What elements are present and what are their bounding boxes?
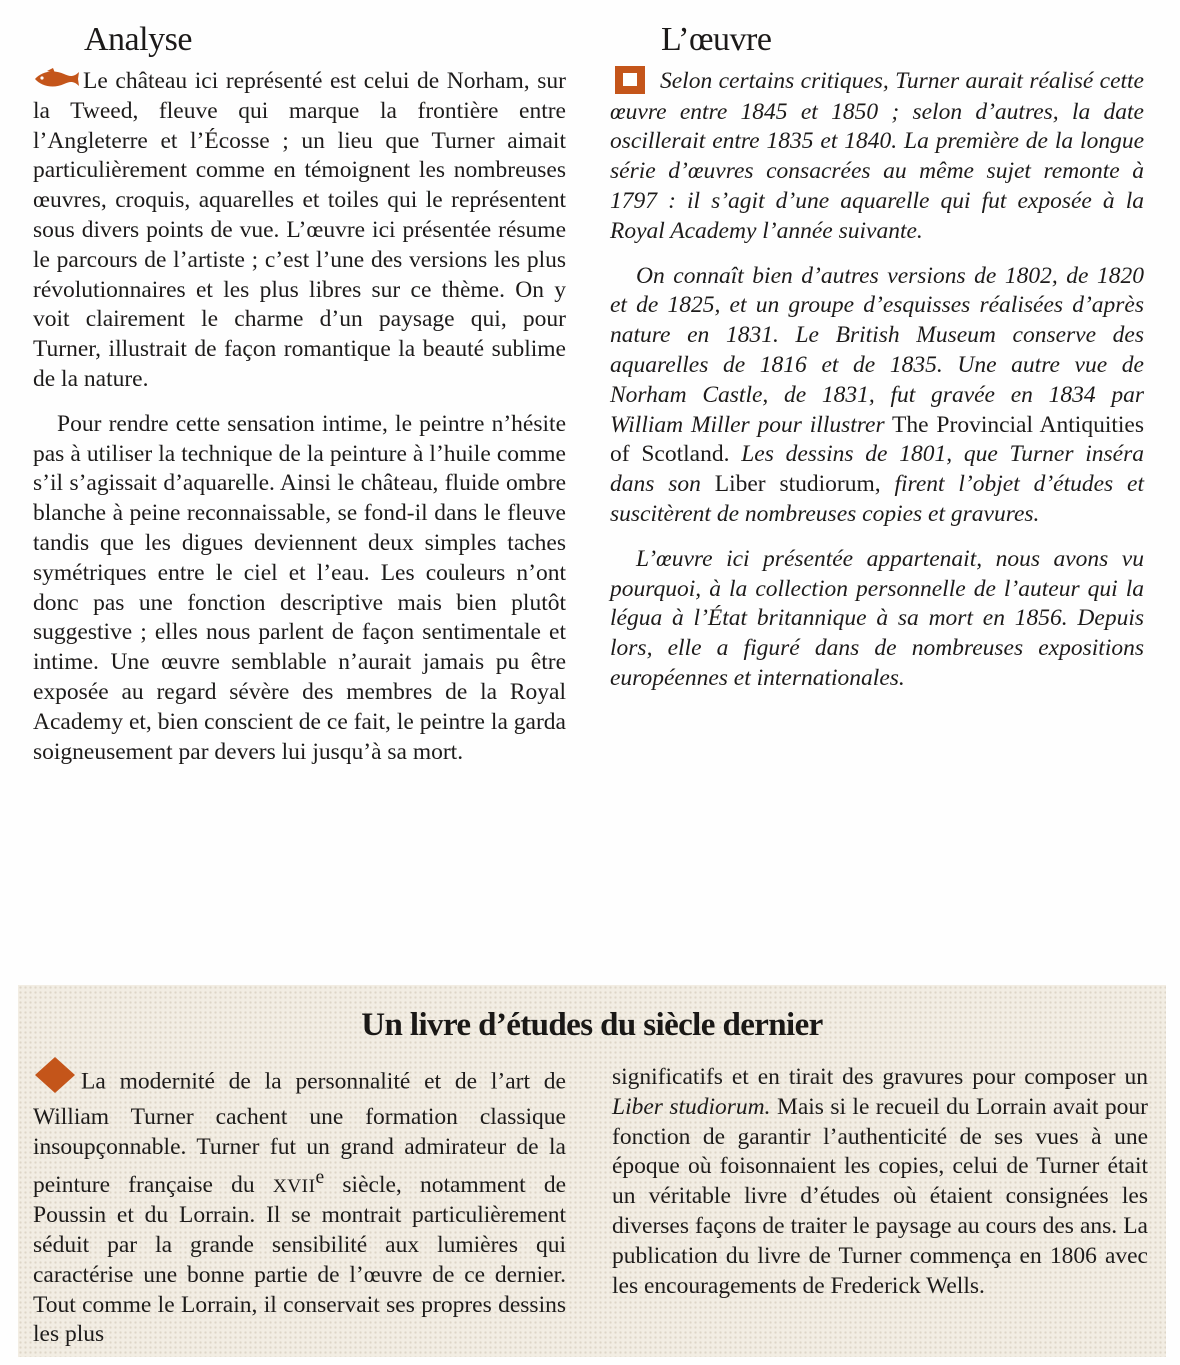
box-right-liber-title: Liber studiorum.	[612, 1093, 771, 1120]
box-left-paragraph	[33, 1063, 566, 1350]
century-superscript: e	[315, 1166, 325, 1188]
fish-icon	[33, 68, 81, 90]
oeuvre-paragraph-1	[610, 67, 1144, 247]
sidebar-box	[18, 985, 1166, 1357]
oeuvre-p2-text-c: Les dessins de 1801, que Turner inséra dans son	[610, 441, 1145, 498]
box-left-text-b: siècle, notamment de Poussin et du Lorrain. Il se montrait particulièrement séduit par la grande sensibilité aux lumières qui caractérise une bonne partie de l’œuvre de ce dernier. Tout comme le Lorrain, il conservait ses propres dessins les plus	[33, 1171, 567, 1348]
square-icon	[614, 65, 646, 95]
analyse-heading: Analyse	[84, 21, 192, 58]
analyse-paragraph-1-text: Le château ici représenté est celui de Norham, sur la Tweed, fleuve qui marque la frontière entre l’Angleterre et l’Écosse ; un lieu que Turner aimait particulièrement comme en témoignent les nombreuses œuvres, croquis, aquarelles et toiles qui le représentent sous divers points de vue. L’œuvre ici présentée résume le parcours de l’artiste ; c’est l’une des versions les plus révolutionnaires et les plus libres sur ce thème. On y voit clairement le charme d’un paysage qui, pour Turner, illustrait de façon romantique la beauté sublime de la nature.	[33, 68, 566, 392]
oeuvre-p2-text-a: On connaît bien d’autres versions de 1802, de 1820 et de 1825, et un groupe d’esquisses réalisées d’après nature en 1831. Le British Museum conserve des aquarelles de 1816 et de 1835. Une autre vue de Norham Castle, de 1831, fut gravée en 1834 par William Miller pour illustrer	[610, 262, 1144, 438]
analyse-column	[33, 67, 566, 767]
box-right-paragraph	[612, 1063, 1148, 1301]
box-right-column	[612, 1063, 1148, 1301]
oeuvre-column	[610, 67, 1144, 694]
box-left-text-a: La modernité de la personnalité et de l’art de William Turner cachent une formation classique insoupçonnable. Turner fut un grand admirateur de la peinture française du	[33, 1068, 566, 1198]
box-right-text-b: Mais si le recueil du Lorrain avait pour fonction de garantir l’authenticité de ses vues à une époque où foisonnaient les copies, celui de Turner était un véritable livre d’études où étaient consignées les diverses façons de traiter le paysage au cours des ans. La publication du livre de Turner commença en 1806 avec les encouragements de Frederick Wells.	[612, 1093, 1149, 1299]
oeuvre-p2-book-title: The Provincial Antiquities of Scotland.	[610, 411, 1144, 468]
analyse-paragraph-1	[33, 67, 566, 395]
box-right-text-a: significatifs et en tirait des gravures pour composer un	[612, 1064, 1148, 1090]
analyse-paragraph-2: Pour rendre cette sensation intime, le peintre n’hésite pas à utiliser la technique de la peinture à l’huile comme s’il s’agissait d’aquarelle. Ainsi le château, fluide ombre blanche à peine reconnaissable, se fond-il dans le fleuve tandis que les digues deviennent deux simples taches symétriques entre le ciel et l’eau. Les couleurs n’ont donc pas une fonction descriptive mais bien plutôt suggestive ; elles nous parlent de façon sentimentale et intime. Une œuvre semblable n’aurait jamais pu être exposée au regard sévère des membres de la Royal Academy et, bien conscient de ce fait, le peintre la garda soigneusement par devers lui jusqu’à sa mort.	[33, 410, 566, 765]
oeuvre-p2-liber-title: Liber studiorum,	[714, 471, 881, 498]
oeuvre-paragraph-2	[610, 262, 1144, 530]
box-heading: Un livre d’études du siècle dernier	[361, 1007, 823, 1043]
oeuvre-paragraph-1-text: Selon certains critiques, Turner aurait réalisé cette œuvre entre 1845 et 1850 ; selon d’autres, la date oscillerait entre 1835 et 1840. La première de la longue série d’œuvres consacrées au même sujet remonte à 1797 : il s’agit d’une aquarelle qui fut exposée à la Royal Academy l’année suivante.	[610, 68, 1144, 244]
oeuvre-paragraph-3: L’œuvre ici présentée appartenait, nous avons vu pourquoi, à la collection personnelle de l’auteur qui la légua à l’État britannique à sa mort en 1856. Depuis lors, elle a figuré dans de nombreuses expositions européennes et internationales.	[610, 545, 1144, 691]
oeuvre-p2-text-e: firent l’objet d’études et suscitèrent de nombreuses copies et gravures.	[610, 471, 1144, 527]
diamond-icon	[33, 1055, 77, 1095]
century-numeral: XVII	[272, 1175, 316, 1197]
box-left-column	[33, 1063, 566, 1350]
oeuvre-heading: L’œuvre	[661, 21, 772, 58]
